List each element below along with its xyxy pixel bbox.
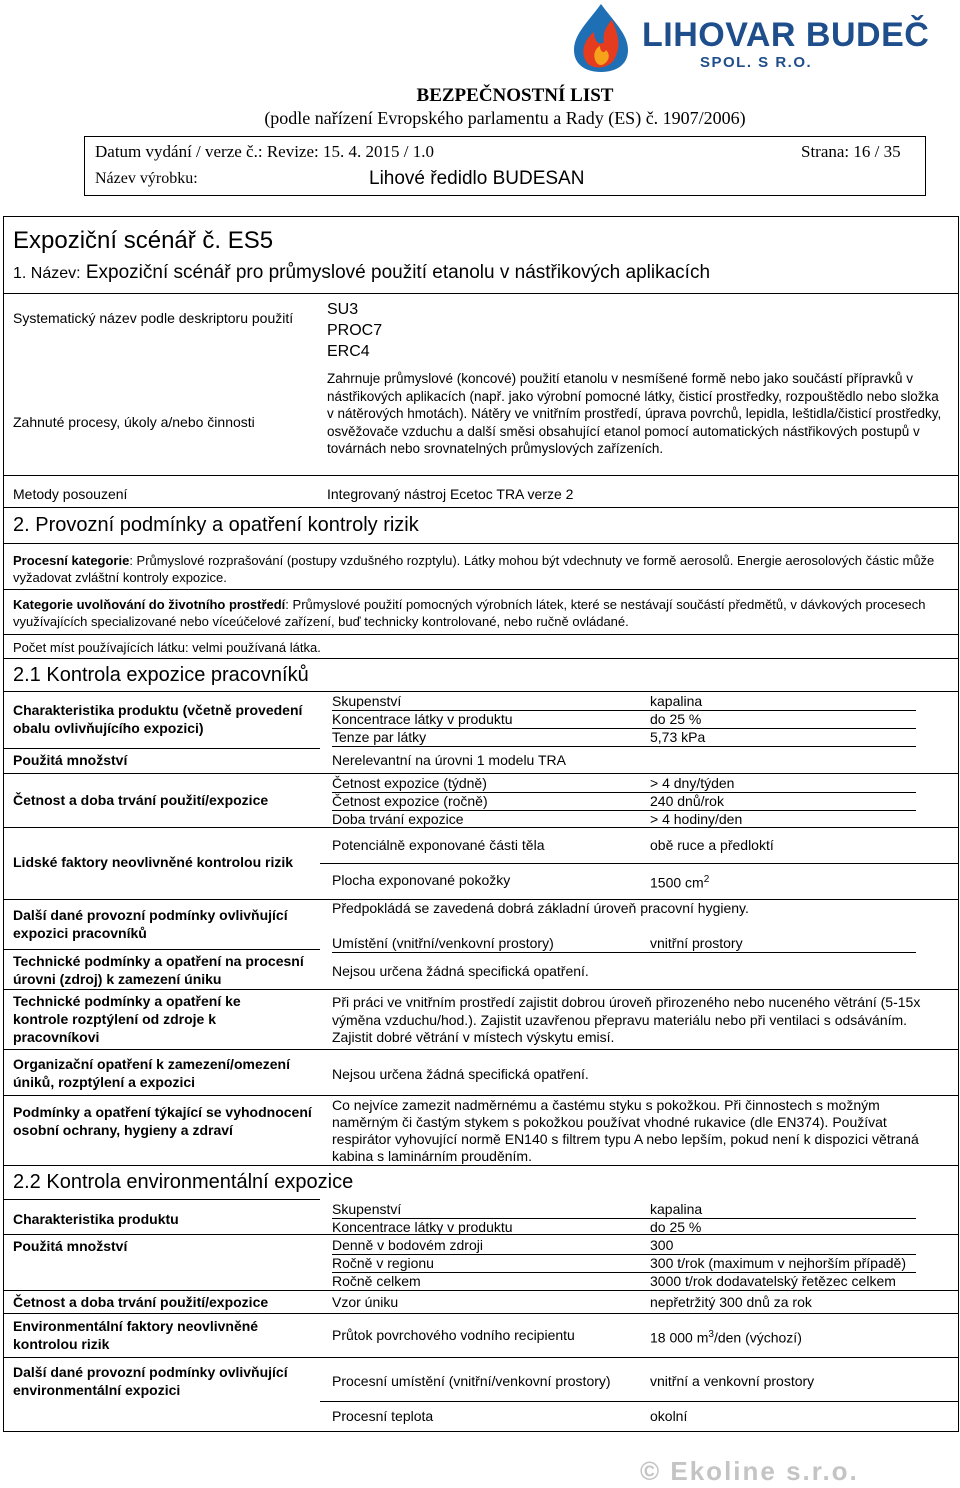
worker-freq-row-2 (332, 792, 916, 811)
process-category-text: : Průmyslové rozprašování (postupy vzdušného rozptylu). Látky mohou být vdechnuty ve formě aerosolů. Energie aerosolových částic může vyžadovat zvláštní kontroly expozice. (13, 553, 935, 585)
product-name: Lihové ředidlo BUDESAN (369, 168, 585, 189)
processes-label: Zahnuté procesy, úkoly a/nebo činnosti (13, 414, 255, 430)
env-freq-label: Četnost a doba trvání použití/expozice (13, 1294, 269, 1310)
tech-source-value: Nejsou určena žádná specifická opatření. (332, 963, 589, 979)
location-row (332, 934, 916, 953)
divider (4, 475, 958, 476)
divider (4, 293, 958, 294)
env-amount-row-1 (332, 1236, 916, 1255)
env-char-row-2 (332, 1218, 916, 1236)
scenario-name-text: Expoziční scénář pro průmyslové použití etanolu v nástřikových aplikacích (85, 262, 711, 283)
env-release-text: : Průmyslové použití pomocných výrobních látek, které se nestávají součástí předmětů, v dávkových procesech využívajících specializované nebo víceúčelové zařízení, buď technicky kontrolované, nebo ručně ovládané. (13, 597, 926, 629)
skin-area-key: Plocha exponované pokožky (332, 872, 511, 888)
worker-amount-value: Nerelevantní na úrovni 1 modelu TRA (332, 752, 566, 768)
release-pattern-key: Vzor úniku (332, 1294, 399, 1310)
ppe-label: Podmínky a opatření týkající se vyhodnocení osobní ochrany, hygieny a zdraví (13, 1104, 312, 1138)
divider (320, 863, 958, 864)
code-su: SU3 (327, 301, 359, 318)
freq-value: 240 dnů/rok (650, 793, 724, 809)
divider (320, 1401, 958, 1402)
body-parts-key: Potenciálně exponované části těla (332, 837, 545, 853)
env-amount-value: 3000 t/rok dodavatelský řetězec celkem (650, 1273, 896, 1289)
company-logo (560, 2, 940, 80)
org-measures-label: Organizační opatření k zamezení/omezení úniků, rozptýlení a expozici (13, 1056, 290, 1090)
worker-char-row-2 (332, 710, 916, 729)
worker-char-row-1 (332, 692, 916, 711)
divider (4, 1095, 958, 1096)
methods-label: Metody posouzení (13, 486, 128, 502)
processes-text-2: Nátěry ve vnitřním prostředí, úprava povrchů, lepidla, leštidla/čisticí prostředky, osvěžovače vzduchu a další směsi obsahující etanol pomocí automatických nástřikových postupů v továrnách nebo srovnatelných průmyslových zařízeních. (327, 406, 942, 456)
document-subtitle: (podle nařízení Evropského parlamentu a Rady (ES) č. 1907/2006) (264, 108, 746, 128)
process-temp-row (332, 1407, 916, 1425)
divider (4, 658, 958, 659)
tech-dispersion-value: Při práci ve vnitřním prostředí zajistit dobrou úroveň přirozeného nebo nuceného větrání (5-15x výměna vzduchu/hod.). Zajistit uzavřenou přepravu materiálu nebo při ventilaci s odsáváním. Zajistit dobré větrání v místech výskytu emisí. (332, 994, 921, 1045)
worker-amount-label: Použitá množství (13, 752, 128, 768)
divider (4, 1313, 958, 1314)
methods-value: Integrovaný nástroj Ecetoc TRA verze 2 (327, 486, 574, 502)
env-amount-key: Ročně celkem (332, 1273, 421, 1289)
header-box (84, 136, 926, 196)
env-char-value: kapalina (650, 1201, 703, 1217)
worker-other-label: Další dané provozní podmínky ovlivňující expozici pracovníků (13, 907, 288, 941)
code-erc: ERC4 (327, 343, 370, 360)
process-site-key: Procesní umístění (vnitřní/venkovní prostory) (332, 1373, 611, 1389)
char-value: do 25 % (650, 711, 702, 727)
divider (4, 543, 958, 544)
scenario-name (13, 262, 710, 284)
env-amount-row-3 (332, 1272, 916, 1290)
divider (4, 949, 320, 950)
char-key: Tenze par látky (332, 729, 427, 745)
section2-heading: 2. Provozní podmínky a opatření kontroly rizik (13, 514, 419, 536)
scenario-frame (3, 216, 959, 1432)
worker-freq-row-1 (332, 774, 916, 793)
logo-name: LIHOVAR BUDEČ (642, 16, 930, 54)
body-parts-row (332, 836, 916, 854)
divider (4, 1290, 958, 1291)
descriptor-codes (327, 299, 382, 362)
freq-value: > 4 dny/týden (650, 775, 735, 791)
sites-count: Počet míst používajících látku: velmi používaná látka. (13, 640, 321, 655)
env-char-key: Koncentrace látky v produktu (332, 1219, 513, 1235)
org-measures-value: Nejsou určena žádná specifická opatření. (332, 1066, 589, 1082)
env-amount-label: Použitá množství (13, 1238, 128, 1254)
env-amount-value: 300 (650, 1237, 674, 1253)
skin-area-row (332, 871, 916, 889)
body-parts-value: obě ruce a předloktí (650, 837, 774, 853)
divider (4, 589, 958, 590)
env-amount-key: Ročně v regionu (332, 1255, 434, 1271)
env-char-row-1 (332, 1200, 916, 1219)
water-flow-key: Průtok povrchového vodního recipientu (332, 1327, 575, 1343)
document-title: BEZPEČNOSTNÍ LIST (416, 85, 614, 106)
worker-char-row-3 (332, 728, 916, 747)
worker-char-label: Charakteristika produktu (včetně provedení obalu ovlivňujícího expozici) (13, 702, 303, 736)
page-number: Strana: 16 / 35 (801, 142, 901, 161)
process-site-value: vnitřní a venkovní prostory (650, 1373, 815, 1389)
divider (4, 1049, 958, 1050)
process-category-label: Procesní kategorie (13, 553, 130, 568)
release-pattern-value: nepřetržitý 300 dnů za rok (650, 1294, 812, 1310)
divider (4, 1357, 958, 1358)
env-release-label: Kategorie uvolňování do životního prostředí (13, 597, 286, 612)
tech-dispersion-label: Technické podmínky a opatření ke kontrole rozptýlení od zdroje k pracovníkovi (13, 993, 241, 1045)
location-value: vnitřní prostory (650, 935, 743, 951)
process-temp-value: okolní (650, 1408, 688, 1424)
flame-drop-icon (568, 2, 634, 74)
freq-key: Četnost expozice (ročně) (332, 793, 488, 809)
env-other-label: Další dané provozní podmínky ovlivňující environmentální expozici (13, 1364, 288, 1398)
divider (4, 634, 958, 635)
code-proc: PROC7 (327, 322, 383, 339)
water-flow-row (332, 1326, 916, 1344)
freq-key: Četnost expozice (týdně) (332, 775, 487, 791)
divider (4, 507, 958, 508)
location-key: Umístění (vnitřní/venkovní prostory) (332, 935, 554, 951)
section21-heading: 2.1 Kontrola expozice pracovníků (13, 664, 309, 686)
divider (4, 1165, 958, 1166)
env-char-value: do 25 % (650, 1219, 702, 1235)
freq-value: > 4 hodiny/den (650, 811, 743, 827)
hygiene-value: Předpokládá se zavedená dobrá základní úroveň pracovní hygieny. (332, 900, 749, 916)
processes-text-1: Zahrnuje průmyslové (koncové) použití etanolu v nesmíšené formě nebo jako součástí přípravků v nástřikových aplikacích (např. jako výrobní pomocné látky, čisticí prostředky, rozpouštědlo nebo složka v nátěrových hmotách). (327, 371, 939, 421)
worker-freq-label: Četnost a doba trvání použití/expozice (13, 792, 269, 808)
divider (4, 748, 320, 749)
char-key: Skupenství (332, 693, 402, 709)
section22-heading: 2.2 Kontrola environmentální expozice (13, 1171, 354, 1193)
divider (4, 1199, 320, 1200)
env-release-category (13, 596, 943, 630)
char-value: kapalina (650, 693, 703, 709)
scenario-name-prefix: 1. Název: (13, 265, 81, 282)
char-key: Koncentrace látky v produktu (332, 711, 513, 727)
worker-freq-row-3 (332, 810, 916, 828)
process-category (13, 552, 943, 586)
human-factors-label: Lidské faktory neovlivněné kontrolou rizik (13, 854, 294, 870)
divider (4, 989, 958, 990)
env-factors-label: Environmentální faktory neovlivněné kontrolou rizik (13, 1318, 259, 1352)
tech-source-label: Technické podmínky a opatření na procesní úrovni (zdroj) k zamezení úniku (13, 953, 304, 987)
freq-key: Doba trvání expozice (332, 811, 464, 827)
env-char-key: Skupenství (332, 1201, 402, 1217)
processes-text (327, 370, 942, 458)
env-char-label: Charakteristika produktu (13, 1211, 179, 1227)
logo-subname: SPOL. S R.O. (700, 54, 813, 71)
issue-info: Datum vydání / verze č.: Revize: 15. 4. 2015 / 1.0 (95, 142, 434, 161)
ppe-value: Co nejvíce zamezit nadměrnému a častému styku s pokožkou. Při činnostech s možným naměrným či častým stykem s pokožkou používat vhodné rukavice (dle EN374). Používat respirátor vyhovující normě EN140 s filtrem typu A nebo lepším, pokud není k dispozici větraná kabina s laminárním prouděním. (332, 1097, 919, 1164)
scenario-heading: Expoziční scénář č. ES5 (13, 227, 274, 254)
env-amount-row-2 (332, 1254, 916, 1273)
process-site-row (332, 1372, 916, 1390)
char-value: 5,73 kPa (650, 729, 706, 745)
env-amount-key: Denně v bodovém zdroji (332, 1237, 483, 1253)
env-amount-value: 300 t/rok (maximum v nejhorším případě) (650, 1255, 906, 1271)
release-pattern-row (332, 1293, 916, 1311)
systematic-name-label: Systematický název podle deskriptoru použití (13, 310, 294, 326)
product-label: Název výrobku: (95, 170, 198, 187)
footer-watermark: © Ekoline s.r.o. (640, 1456, 859, 1486)
water-flow-value: 18 000 $m^3$/den (výchozí) (650, 1329, 802, 1346)
skin-area-value: 1500 $cm^2$ (650, 874, 710, 891)
process-temp-key: Procesní teplota (332, 1408, 434, 1424)
